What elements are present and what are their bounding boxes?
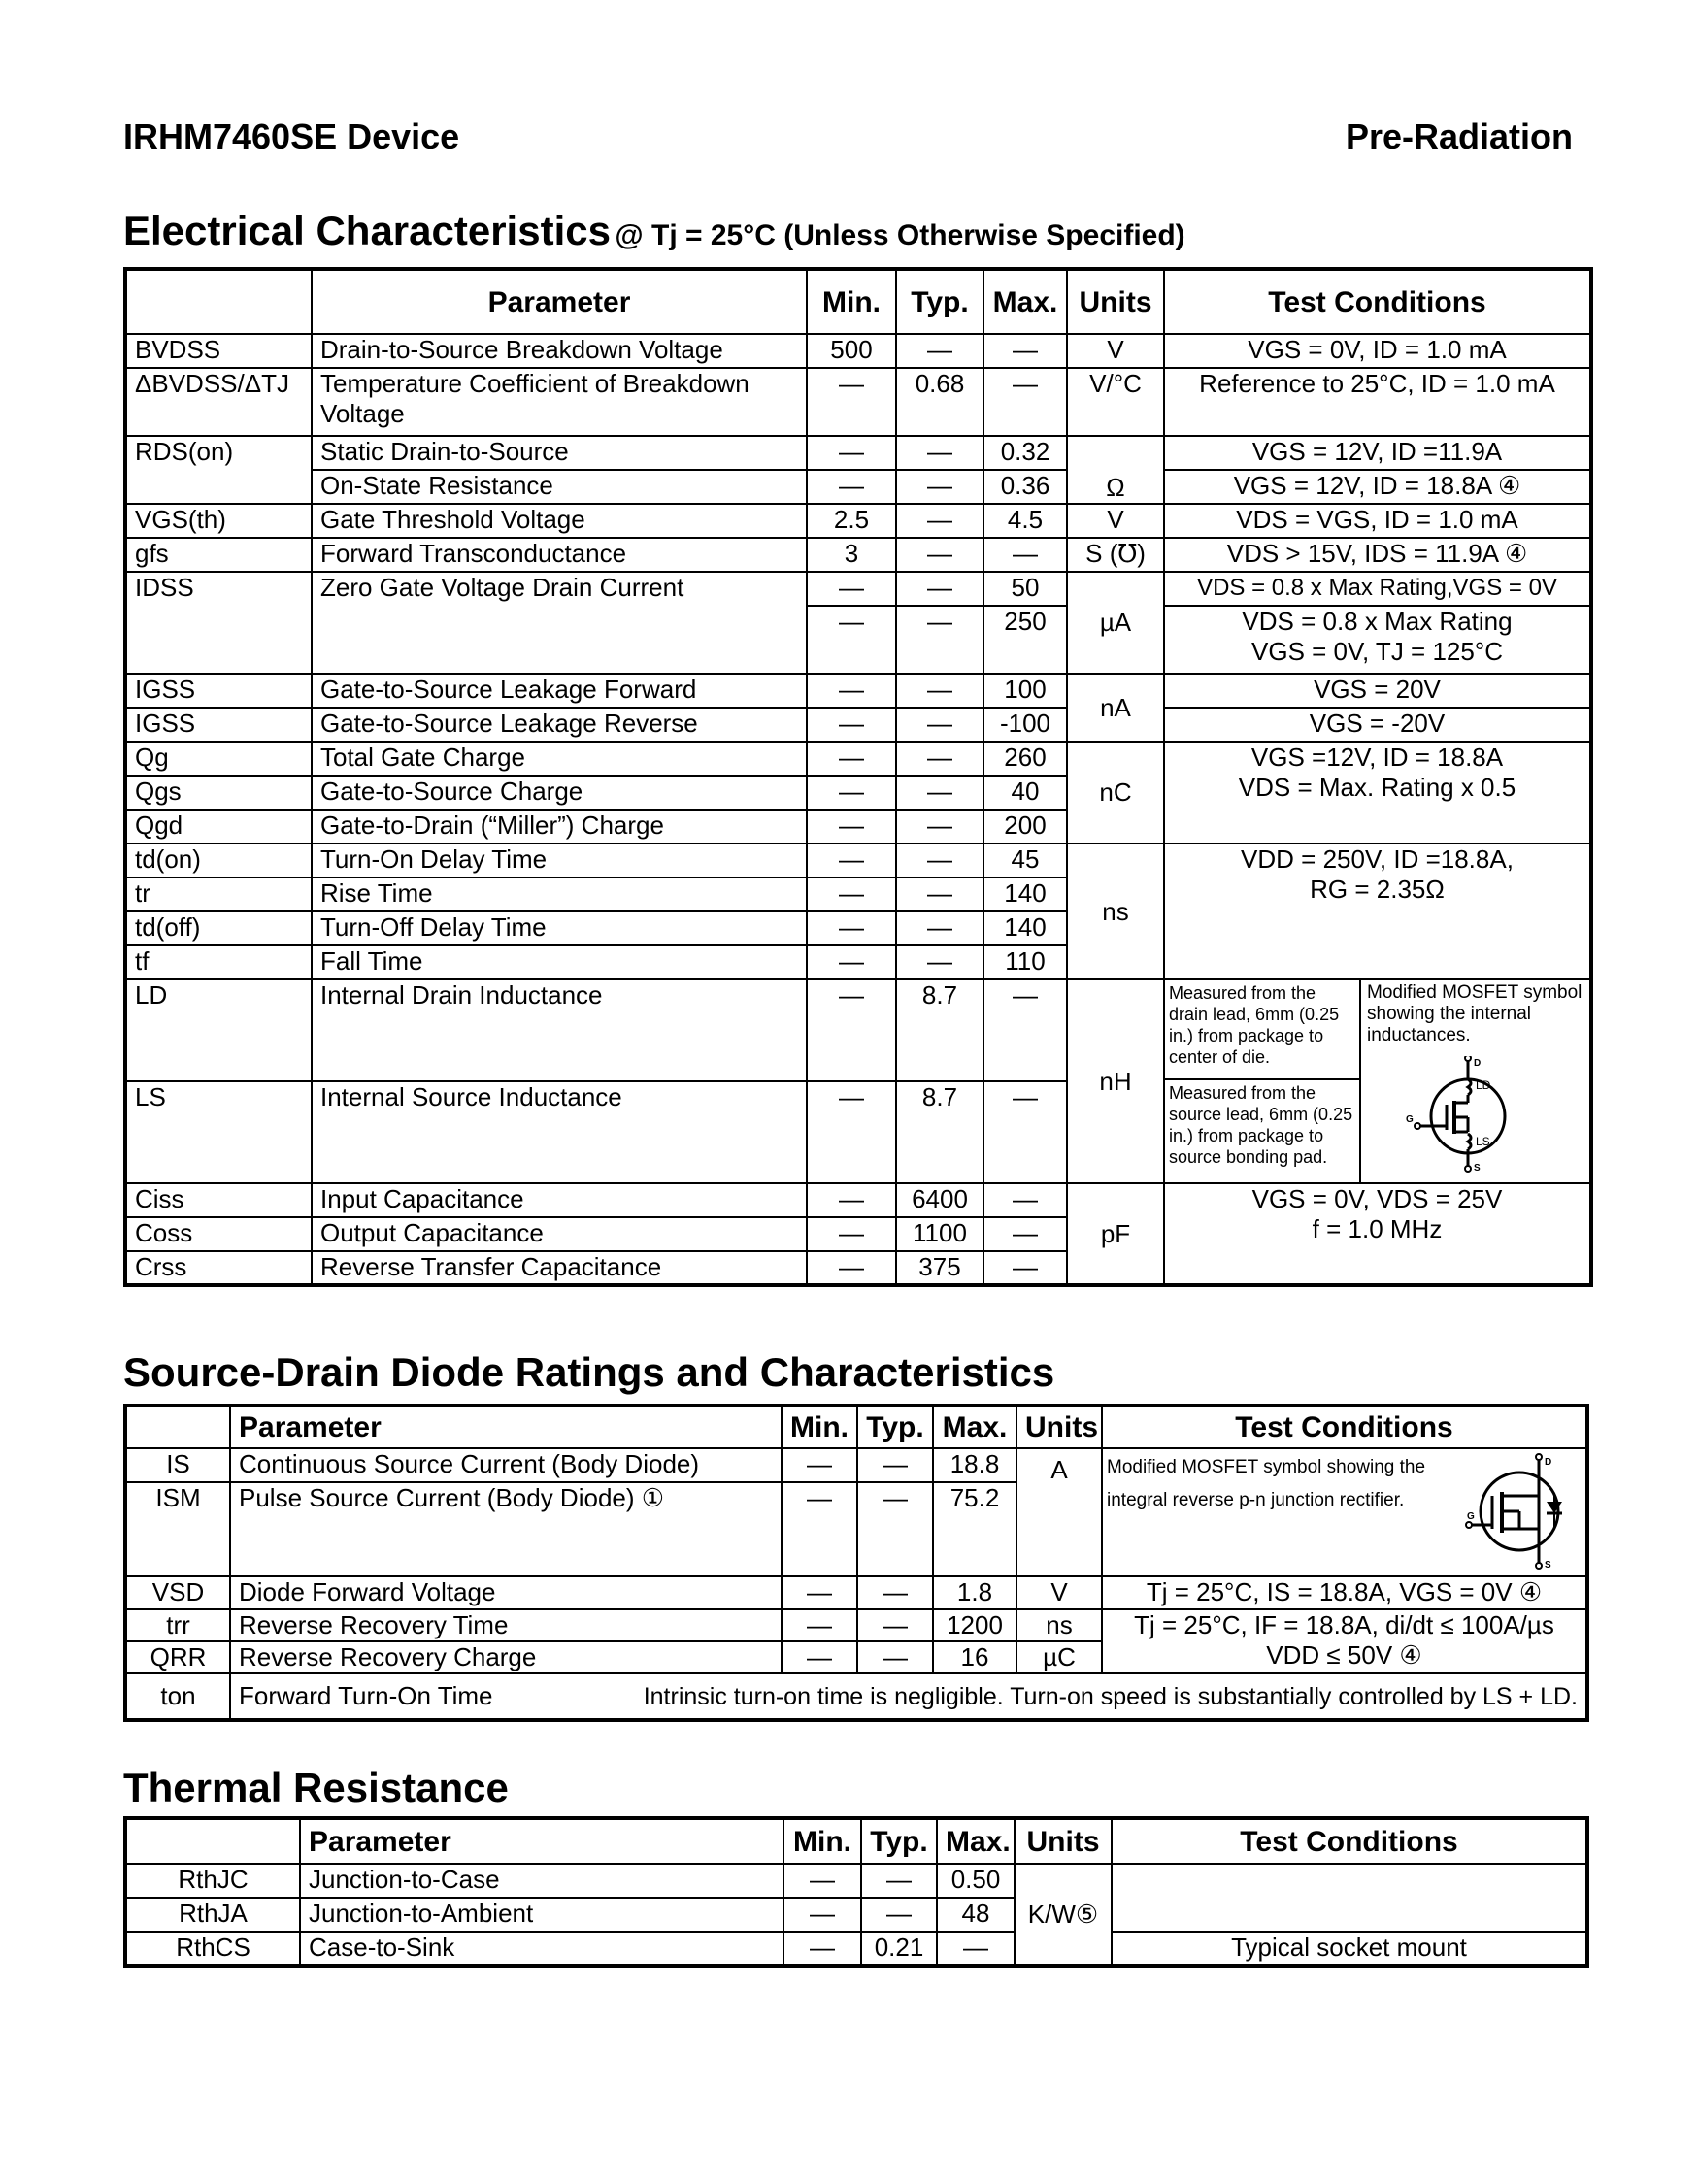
thermal-table	[123, 1816, 1589, 1968]
parameter-cell: Junction-to-Ambient	[300, 1898, 783, 1932]
parameter-cell: Gate-to-Source Charge	[312, 776, 807, 810]
min-cell: —	[807, 742, 896, 776]
inductance-condition-cell	[1164, 979, 1591, 1183]
symbol-cell: ΔBVDSS/ΔTJ	[125, 368, 312, 436]
rectifier-condition-cell	[1102, 1448, 1587, 1576]
min-cell: —	[807, 572, 896, 606]
symbol-cell: td(off)	[125, 911, 312, 945]
parameter-cell: Continuous Source Current (Body Diode)	[230, 1448, 782, 1482]
parameter-cell: Internal Source Inductance	[312, 1081, 807, 1183]
condition-cell: VGS = 0V, ID = 1.0 mA	[1164, 334, 1591, 368]
max-cell: 75.2	[933, 1482, 1016, 1576]
rectifier-note: Modified MOSFET symbol showing the integral reverse p-n junction rectifier.	[1107, 1457, 1426, 1510]
max-cell: 40	[983, 776, 1067, 810]
parameter-cell: Reverse Transfer Capacitance	[312, 1251, 807, 1285]
footnote-ref: ④	[1497, 471, 1521, 500]
typ-cell: —	[896, 334, 983, 368]
col-max: Max.	[983, 269, 1067, 334]
min-cell: —	[783, 1932, 861, 1966]
min-cell: —	[782, 1448, 857, 1482]
table-row	[125, 368, 1591, 436]
symbol-cell: BVDSS	[125, 334, 312, 368]
parameter-cell: Case-to-Sink	[300, 1932, 783, 1966]
condition-cell: VGS = 20V	[1164, 674, 1591, 708]
parameter-cell: Forward Transconductance	[312, 538, 807, 572]
min-cell: —	[807, 368, 896, 436]
min-cell: —	[807, 470, 896, 504]
electrical-title: Electrical Characteristics	[123, 208, 611, 253]
col-symbol	[125, 1818, 300, 1864]
min-cell: 2.5	[807, 504, 896, 538]
table-row	[125, 1576, 1587, 1609]
source-label: S	[1545, 1560, 1551, 1570]
max-cell: 200	[983, 810, 1067, 844]
typ-cell: 8.7	[896, 979, 983, 1081]
max-cell: 45	[983, 844, 1067, 877]
condition-line: Tj = 25°C, IF = 18.8A, di/dt ≤ 100A/µs	[1134, 1610, 1554, 1639]
unit-cell: ns	[1016, 1609, 1102, 1641]
max-cell: 140	[983, 911, 1067, 945]
parameter-cell: Diode Forward Voltage	[230, 1576, 782, 1609]
condition-cell	[1164, 1183, 1591, 1285]
condition-cell: VDS > 15V, IDS = 11.9A ④	[1164, 538, 1591, 572]
min-cell: —	[807, 674, 896, 708]
symbol-cell: RthJA	[125, 1898, 300, 1932]
max-cell: —	[983, 1251, 1067, 1285]
symbol-cell: Ciss	[125, 1183, 312, 1217]
table-row	[125, 504, 1591, 538]
typ-cell: —	[896, 877, 983, 911]
drain-label: D	[1474, 1058, 1482, 1069]
typ-cell: —	[896, 538, 983, 572]
parameter-cell: Zero Gate Voltage Drain Current	[312, 572, 807, 674]
table-row	[125, 1183, 1591, 1217]
symbol-cell: LD	[125, 979, 312, 1081]
typ-cell: —	[896, 674, 983, 708]
unit-cell: S (℧)	[1067, 538, 1164, 572]
table-row	[125, 979, 1591, 1081]
symbol-cell: VGS(th)	[125, 504, 312, 538]
symbol-cell: RthCS	[125, 1932, 300, 1966]
col-min: Min.	[807, 269, 896, 334]
parameter-cell: Reverse Recovery Charge	[230, 1641, 782, 1673]
typ-cell: 1100	[896, 1217, 983, 1251]
symbol-cell: IGSS	[125, 674, 312, 708]
diode-section-title	[123, 1349, 1054, 1396]
max-cell: 100	[983, 674, 1067, 708]
table-row	[125, 1673, 1587, 1720]
condition-line: RG = 2.35Ω	[1310, 875, 1445, 904]
max-cell: —	[983, 368, 1067, 436]
parameter-cell: Rise Time	[312, 877, 807, 911]
condition-cell: VGS = 12V, ID =11.9A	[1164, 436, 1591, 470]
max-cell: 0.50	[937, 1864, 1015, 1898]
device-title: IRHM7460SE Device	[123, 116, 460, 156]
table-row	[125, 742, 1591, 776]
unit-cell: pF	[1067, 1183, 1164, 1285]
typ-cell: —	[857, 1482, 933, 1576]
max-cell: 250	[983, 606, 1067, 674]
table-row	[125, 708, 1591, 742]
col-parameter: Parameter	[230, 1406, 782, 1448]
condition-line: VDS = Max. Rating x 0.5	[1238, 773, 1516, 802]
min-cell: —	[783, 1864, 861, 1898]
min-cell: 3	[807, 538, 896, 572]
mosfet-inductance-icon	[1400, 1056, 1536, 1173]
max-cell: —	[983, 334, 1067, 368]
symbol-cell: tf	[125, 945, 312, 979]
ton-note: Intrinsic turn-on time is negligible. Turn-on speed is substantially controlled by LS + LD.	[643, 1683, 1578, 1710]
table-header-row	[125, 1818, 1587, 1864]
thermal-section-title	[123, 1765, 509, 1811]
symbol-cell: LS	[125, 1081, 312, 1183]
min-cell: —	[807, 810, 896, 844]
table-row	[125, 470, 1591, 504]
condition-line: VGS =12V, ID = 18.8A	[1250, 743, 1504, 772]
table-row	[125, 1448, 1587, 1482]
source-label: S	[1474, 1163, 1481, 1173]
symbol-cell: tr	[125, 877, 312, 911]
col-min: Min.	[783, 1818, 861, 1864]
symbol-cell: IDSS	[125, 572, 312, 674]
col-symbol	[125, 269, 312, 334]
unit-cell: Ω	[1067, 436, 1164, 504]
max-cell: 48	[937, 1898, 1015, 1932]
parameter-cell: Drain-to-Source Breakdown Voltage	[312, 334, 807, 368]
typ-cell: —	[896, 572, 983, 606]
typ-cell: —	[861, 1898, 937, 1932]
typ-cell: —	[896, 945, 983, 979]
col-typ: Typ.	[896, 269, 983, 334]
table-row	[125, 1609, 1587, 1641]
table-row	[125, 1864, 1587, 1898]
condition-cell: Tj = 25°C, IS = 18.8A, VGS = 0V ④	[1102, 1576, 1587, 1609]
max-cell: —	[937, 1932, 1015, 1966]
col-units: Units	[1015, 1818, 1112, 1864]
mosfet-symbol-note: Modified MOSFET symbol showing the internal inductances.	[1367, 982, 1582, 1045]
unit-cell: V	[1067, 334, 1164, 368]
parameter-cell: On-State Resistance	[312, 470, 807, 504]
unit-cell: ns	[1067, 844, 1164, 979]
condition-line: VDD = 250V, ID =18.8A,	[1241, 844, 1514, 874]
parameter-cell: Forward Turn-On Time	[239, 1681, 493, 1710]
symbol-cell: IS	[125, 1448, 230, 1482]
typ-cell: 6400	[896, 1183, 983, 1217]
max-cell: 1200	[933, 1609, 1016, 1641]
table-row	[125, 334, 1591, 368]
min-cell: —	[807, 911, 896, 945]
condition-line: VGS = 0V, TJ = 125°C	[1251, 637, 1503, 666]
min-cell: —	[807, 606, 896, 674]
parameter-cell: Gate-to-Source Leakage Forward	[312, 674, 807, 708]
condition-line: f = 1.0 MHz	[1312, 1214, 1443, 1243]
condition-line: VGS = 0V, VDS = 25V	[1251, 1184, 1503, 1213]
min-cell: —	[807, 436, 896, 470]
parameter-cell: Internal Drain Inductance	[312, 979, 807, 1081]
condition-cell: VDS = 0.8 x Max Rating,VGS = 0V	[1164, 572, 1591, 606]
table-row	[125, 538, 1591, 572]
drain-lead-note: Measured from the drain lead, 6mm (0.25 in.) from package to center of die.	[1165, 980, 1359, 1080]
parameter-cell: Output Capacitance	[312, 1217, 807, 1251]
parameter-cell: Static Drain-to-Source	[312, 436, 807, 470]
max-cell: 16	[933, 1641, 1016, 1673]
table-row	[125, 844, 1591, 877]
max-cell: —	[983, 538, 1067, 572]
typ-cell: —	[896, 776, 983, 810]
electrical-subtitle: @ Tj = 25°C (Unless Otherwise Specified)	[615, 219, 1185, 251]
typ-cell: —	[896, 436, 983, 470]
parameter-cell: Turn-On Delay Time	[312, 844, 807, 877]
col-units: Units	[1016, 1406, 1102, 1448]
typ-cell: —	[861, 1864, 937, 1898]
table-row	[125, 674, 1591, 708]
min-cell: —	[807, 1183, 896, 1217]
typ-cell: —	[896, 470, 983, 504]
ld-label: LD	[1476, 1078, 1491, 1092]
min-cell: —	[782, 1641, 857, 1673]
max-cell: 18.8	[933, 1448, 1016, 1482]
condition-text: VGS = 12V, ID = 18.8A	[1233, 471, 1491, 500]
condition-label: Pre-Radiation	[1345, 116, 1573, 156]
min-cell: —	[807, 877, 896, 911]
unit-cell: µC	[1016, 1641, 1102, 1673]
min-cell: —	[782, 1609, 857, 1641]
min-cell: —	[807, 945, 896, 979]
condition-cell: VDS = VGS, ID = 1.0 mA	[1164, 504, 1591, 538]
typ-cell: —	[857, 1448, 933, 1482]
symbol-cell: td(on)	[125, 844, 312, 877]
max-cell: —	[983, 1217, 1067, 1251]
min-cell: —	[782, 1482, 857, 1576]
max-cell: 1.8	[933, 1576, 1016, 1609]
symbol-cell: QRR	[125, 1641, 230, 1673]
max-cell: —	[983, 979, 1067, 1081]
col-parameter: Parameter	[312, 269, 807, 334]
unit-cell: nH	[1067, 979, 1164, 1183]
typ-cell: —	[896, 742, 983, 776]
symbol-cell: Qg	[125, 742, 312, 776]
min-cell: —	[807, 1217, 896, 1251]
condition-cell	[1164, 606, 1591, 674]
col-max: Max.	[937, 1818, 1015, 1864]
max-cell: 140	[983, 877, 1067, 911]
symbol-cell: Qgs	[125, 776, 312, 810]
condition-cell	[1164, 470, 1591, 504]
table-header-row	[125, 1406, 1587, 1448]
min-cell: 500	[807, 334, 896, 368]
parameter-cell: Turn-Off Delay Time	[312, 911, 807, 945]
col-typ: Typ.	[857, 1406, 933, 1448]
unit-cell: V/°C	[1067, 368, 1164, 436]
min-cell: —	[807, 1251, 896, 1285]
table-row	[125, 572, 1591, 606]
typ-cell: 8.7	[896, 1081, 983, 1183]
condition-line: VDD ≤ 50V ④	[1266, 1640, 1422, 1670]
parameter-cell: Fall Time	[312, 945, 807, 979]
max-cell: 260	[983, 742, 1067, 776]
max-cell: 0.32	[983, 436, 1067, 470]
condition-line: VDS = 0.8 x Max Rating	[1242, 607, 1513, 636]
symbol-cell: IGSS	[125, 708, 312, 742]
col-symbol	[125, 1406, 230, 1448]
typ-cell: —	[896, 810, 983, 844]
drain-label: D	[1545, 1457, 1552, 1468]
unit-cell: A	[1016, 1448, 1102, 1576]
symbol-cell: VSD	[125, 1576, 230, 1609]
col-min: Min.	[782, 1406, 857, 1448]
typ-cell: —	[896, 708, 983, 742]
condition-cell	[1164, 742, 1591, 844]
condition-cell	[1102, 1609, 1587, 1673]
electrical-table	[123, 267, 1593, 1287]
unit-cell: nC	[1067, 742, 1164, 844]
max-cell: —	[983, 1081, 1067, 1183]
unit-cell: nA	[1067, 674, 1164, 742]
min-cell: —	[807, 1081, 896, 1183]
ton-row-cell	[230, 1673, 1587, 1720]
symbol-cell: RthJC	[125, 1864, 300, 1898]
symbol-cell: Qgd	[125, 810, 312, 844]
max-cell: -100	[983, 708, 1067, 742]
max-cell: 50	[983, 572, 1067, 606]
unit-cell: µA	[1067, 572, 1164, 674]
parameter-cell: Reverse Recovery Time	[230, 1609, 782, 1641]
col-typ: Typ.	[861, 1818, 937, 1864]
diode-table	[123, 1404, 1589, 1722]
col-units: Units	[1067, 269, 1164, 334]
symbol-cell: trr	[125, 1609, 230, 1641]
col-conditions: Test Conditions	[1164, 269, 1591, 334]
gate-label: G	[1467, 1511, 1475, 1522]
col-parameter: Parameter	[300, 1818, 783, 1864]
gate-label: G	[1406, 1114, 1414, 1125]
min-cell: —	[807, 708, 896, 742]
col-conditions: Test Conditions	[1102, 1406, 1587, 1448]
table-row	[125, 436, 1591, 470]
parameter-cell: Junction-to-Case	[300, 1864, 783, 1898]
symbol-cell: RDS(on)	[125, 436, 312, 504]
typ-cell: 0.68	[896, 368, 983, 436]
parameter-cell: Gate-to-Drain (“Miller”) Charge	[312, 810, 807, 844]
typ-cell: —	[857, 1609, 933, 1641]
col-max: Max.	[933, 1406, 1016, 1448]
unit-cell: K/W⑤	[1015, 1864, 1112, 1966]
parameter-cell: Input Capacitance	[312, 1183, 807, 1217]
max-cell: —	[983, 1183, 1067, 1217]
condition-cell: Reference to 25°C, ID = 1.0 mA	[1164, 368, 1591, 436]
min-cell: —	[807, 776, 896, 810]
col-conditions: Test Conditions	[1112, 1818, 1587, 1864]
typ-cell: —	[857, 1576, 933, 1609]
table-row	[125, 1932, 1587, 1966]
typ-cell: 0.21	[861, 1932, 937, 1966]
parameter-cell: Gate-to-Source Leakage Reverse	[312, 708, 807, 742]
thermal-title: Thermal Resistance	[123, 1765, 509, 1810]
symbol-cell: ISM	[125, 1482, 230, 1576]
mosfet-diode-icon	[1463, 1453, 1580, 1570]
typ-cell: —	[857, 1641, 933, 1673]
ls-label: LS	[1476, 1135, 1490, 1148]
diode-title: Source-Drain Diode Ratings and Characteristics	[123, 1349, 1055, 1395]
typ-cell: —	[896, 844, 983, 877]
symbol-cell: Crss	[125, 1251, 312, 1285]
symbol-cell: Coss	[125, 1217, 312, 1251]
min-cell: —	[782, 1576, 857, 1609]
min-cell: —	[807, 844, 896, 877]
typ-cell: —	[896, 504, 983, 538]
parameter-cell: Total Gate Charge	[312, 742, 807, 776]
min-cell: —	[783, 1898, 861, 1932]
electrical-section-title	[123, 208, 1185, 254]
max-cell: 4.5	[983, 504, 1067, 538]
unit-cell: V	[1016, 1576, 1102, 1609]
symbol-cell: gfs	[125, 538, 312, 572]
symbol-cell: ton	[125, 1673, 230, 1720]
table-header-row	[125, 269, 1591, 334]
parameter-cell: Temperature Coefficient of Breakdown Voltage	[312, 368, 807, 436]
condition-cell: Typical socket mount	[1112, 1932, 1587, 1966]
typ-cell: 375	[896, 1251, 983, 1285]
source-lead-note: Measured from the source lead, 6mm (0.25 in.) from package to source bonding pad.	[1169, 1083, 1353, 1167]
condition-cell	[1112, 1864, 1587, 1932]
unit-cell: V	[1067, 504, 1164, 538]
parameter-cell: Pulse Source Current (Body Diode) ①	[230, 1482, 782, 1576]
typ-cell: —	[896, 911, 983, 945]
condition-cell	[1164, 844, 1591, 979]
max-cell: 0.36	[983, 470, 1067, 504]
parameter-cell: Gate Threshold Voltage	[312, 504, 807, 538]
typ-cell: —	[896, 606, 983, 674]
condition-cell: VGS = -20V	[1164, 708, 1591, 742]
max-cell: 110	[983, 945, 1067, 979]
min-cell: —	[807, 979, 896, 1081]
